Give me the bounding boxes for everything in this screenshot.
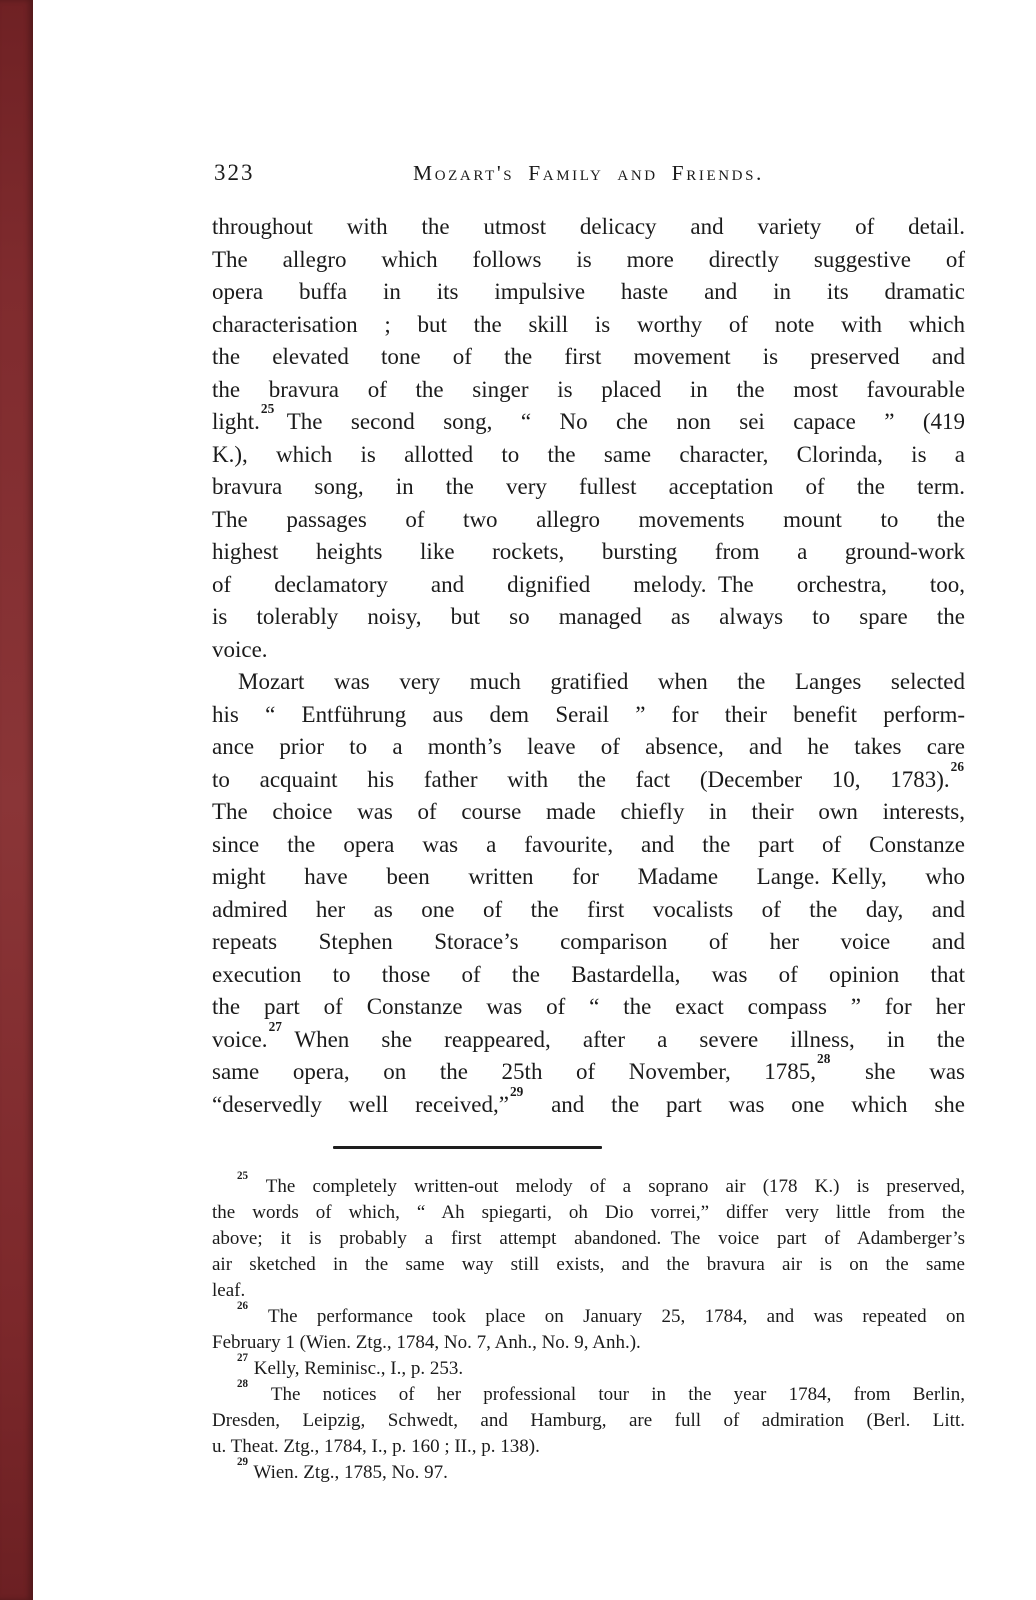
paragraph — [212, 211, 965, 666]
text-line: execution to those of the Bastardella, was of opinion that — [212, 961, 965, 987]
text-line: repeats Stephen Storace’s comparison of her voice and — [212, 929, 965, 954]
text-line: The passages of two allegro movements mount to the — [212, 506, 965, 532]
footnote-reference: 25 — [237, 1169, 249, 1182]
footnote-line: $^{26}$ The performance took place on January 25, 1784, and was repeated on — [237, 1299, 965, 1327]
footnote-reference: 28 — [237, 1377, 249, 1390]
footnote-item — [212, 1299, 965, 1356]
footnote-line: u. Theat. Ztg., 1784, I., p. 160 ; II., p. 138). — [212, 1436, 540, 1457]
footnote-reference: 28 — [817, 1051, 831, 1067]
text-line: throughout with the utmost delicacy and variety of detail. — [212, 214, 965, 239]
footnote-item — [212, 1169, 965, 1304]
footnote-reference: 27 — [237, 1351, 249, 1364]
text-line: his “ Entführung aus dem Serail ” for their benefit perform- — [212, 701, 965, 727]
text-line: light.$^{25}$ The second song, “ No che non sei capace ” (419 — [212, 401, 965, 434]
text-line: voice.$^{27}$ When she reappeared, after a severe illness, in the — [212, 1018, 965, 1052]
text-line: to acquaint his father with the fact (December 10, 1783).$^{26}$ — [212, 758, 964, 792]
text-line: same opera, on the 25th of November, 1785,28 she was — [212, 1051, 965, 1084]
footnote-line: above; it is probably a first attempt abandoned. The voice part of Adamberger’s — [212, 1228, 965, 1249]
text-line: highest heights like rockets, bursting from a ground-work — [212, 539, 965, 564]
text-line: the elevated tone of the first movement is preserved and — [212, 344, 965, 369]
text-line: voice. — [212, 636, 268, 662]
footnote-line: $^{28}$ The notices of her professional tour in the year 1784, from Berlin, — [237, 1377, 965, 1405]
footnote-line: February 1 (Wien. Ztg., 1784, No. 7, Anh., No. 9, Anh.). — [212, 1332, 641, 1353]
page-number: 323 — [214, 160, 255, 185]
footnote-line: leaf. — [212, 1280, 246, 1301]
text-line: the bravura of the singer is placed in the most favourable — [212, 376, 965, 402]
footnote-reference: 26 — [237, 1299, 249, 1312]
text-line: bravura song, in the very fullest acceptation of the term. — [212, 474, 965, 499]
footnote-reference: 29 — [237, 1455, 249, 1468]
footnote-item — [212, 1351, 965, 1382]
text-line: The choice was of course made chiefly in their own interests, — [212, 799, 965, 824]
footnote-line: air sketched in the same way still exists, and the bravura air is on the same — [212, 1254, 965, 1275]
text-line: ance prior to a month’s leave of absence, and he takes care — [212, 734, 965, 759]
footnote-separator-rule — [333, 1146, 602, 1149]
footnote-reference: 25 — [260, 401, 275, 417]
footnote-reference: 27 — [268, 1018, 282, 1034]
footnote-line: Dresden, Leipzig, Schwedt, and Hamburg, are full of admiration (Berl. Litt. — [212, 1410, 965, 1431]
text-line: admired her as one of the first vocalists of the day, and — [212, 896, 965, 922]
text-line: characterisation ; but the skill is worthy of note with which — [212, 311, 965, 337]
text-line: since the opera was a favourite, and the part of Constanze — [212, 831, 965, 857]
text-line: is tolerably noisy, but so managed as always to spare the — [212, 604, 965, 629]
text-line: “deservedly well received,”$^{29}$ and the part was one which she — [212, 1083, 965, 1117]
footnote-item — [212, 1455, 965, 1486]
footnotes-section — [212, 1169, 965, 1486]
footnote-reference: 26 — [950, 758, 964, 774]
footnote-line: the words of which, “ Ah spiegarti, oh Dio vorrei,” differ very little from the — [212, 1202, 965, 1223]
footnote-line: $^{29}$ Wien. Ztg., 1785, No. 97. — [237, 1455, 448, 1483]
footnote-line: $^{25}$ The completely written-out melody of a soprano air (178 K.) is preserved, — [237, 1169, 965, 1197]
page-header — [212, 158, 965, 192]
footnote-item — [212, 1377, 965, 1460]
book-binding-edge — [0, 0, 33, 1600]
text-line: opera buffa in its impulsive haste and in its dramatic — [212, 279, 965, 304]
paragraph — [212, 666, 965, 1121]
text-line: The allegro which follows is more directly suggestive of — [212, 246, 965, 272]
text-line: the part of Constanze was of “ the exact compass ” for her — [212, 994, 965, 1019]
text-line: Mozart was very much gratified when the Langes selected — [238, 669, 965, 694]
body-text — [212, 211, 965, 1121]
footnote-line: $^{27}$ Kelly, Reminisc., I., p. 253. — [237, 1351, 464, 1379]
text-line: might have been written for Madame Lange. Kelly, who — [212, 864, 965, 889]
running-title: Mozart's Family and Friends. — [413, 161, 764, 185]
text-line: K.), which is allotted to the same character, Clorinda, is a — [212, 441, 965, 467]
footnote-reference: 29 — [509, 1083, 524, 1099]
text-line: of declamatory and dignified melody. The orchestra, too, — [212, 571, 965, 597]
